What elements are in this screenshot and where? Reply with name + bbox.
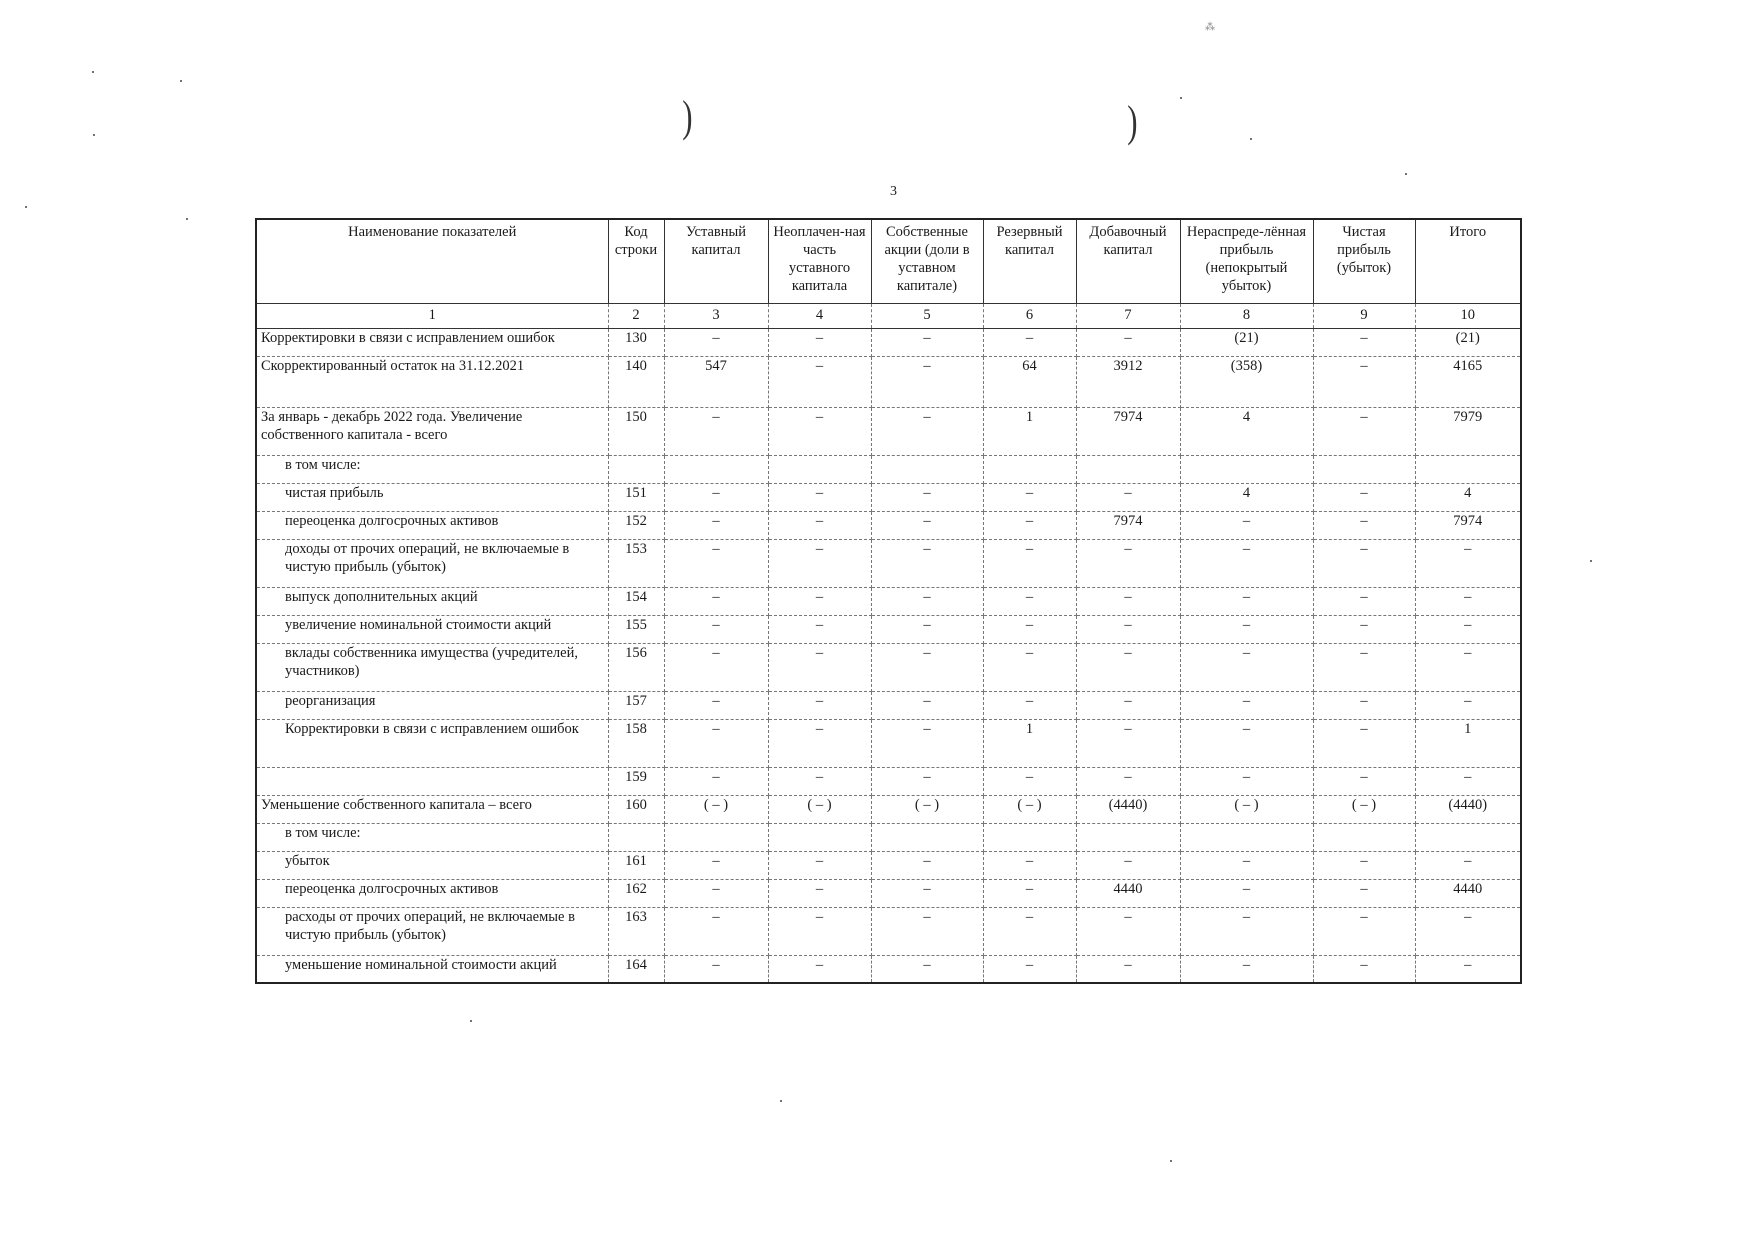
- cell-value: 1: [1415, 719, 1521, 767]
- header-net-profit: Чистая прибыль (убыток): [1313, 219, 1415, 303]
- table-row: [256, 851, 1521, 879]
- cell-value: [1313, 823, 1415, 851]
- column-number: 2: [608, 303, 664, 328]
- header-retained-earnings: Нераспреде-лённая прибыль (непокрытый убыток): [1180, 219, 1313, 303]
- cell-value: –: [1076, 907, 1180, 955]
- cell-value: –: [1313, 719, 1415, 767]
- cell-value: –: [768, 643, 871, 691]
- scan-speck: [780, 1100, 782, 1102]
- cell-value: –: [1415, 643, 1521, 691]
- cell-value: –: [1076, 328, 1180, 356]
- row-code: 150: [608, 407, 664, 455]
- cell-value: ( – ): [983, 795, 1076, 823]
- scan-bracket-left: ): [682, 92, 693, 141]
- header-reserve-capital: Резервный капитал: [983, 219, 1076, 303]
- cell-value: 1: [983, 407, 1076, 455]
- table-row: [256, 955, 1521, 983]
- row-label: убыток: [256, 851, 608, 879]
- cell-value: [983, 823, 1076, 851]
- cell-value: –: [871, 907, 983, 955]
- table-row: [256, 356, 1521, 407]
- cell-value: –: [664, 851, 768, 879]
- cell-value: –: [1076, 483, 1180, 511]
- cell-value: –: [1313, 407, 1415, 455]
- cell-value: –: [983, 539, 1076, 587]
- column-number: 6: [983, 303, 1076, 328]
- column-number: 3: [664, 303, 768, 328]
- scan-speck: [92, 71, 94, 73]
- cell-value: –: [871, 587, 983, 615]
- scan-speck: [1250, 138, 1252, 140]
- table-row: [256, 407, 1521, 455]
- cell-value: –: [664, 511, 768, 539]
- cell-value: –: [1180, 587, 1313, 615]
- cell-value: [871, 455, 983, 483]
- cell-value: [664, 455, 768, 483]
- cell-value: –: [871, 955, 983, 983]
- scan-speck: [180, 80, 182, 82]
- cell-value: (21): [1415, 328, 1521, 356]
- cell-value: –: [664, 643, 768, 691]
- cell-value: –: [664, 955, 768, 983]
- cell-value: –: [768, 719, 871, 767]
- cell-value: (4440): [1076, 795, 1180, 823]
- cell-value: –: [1180, 767, 1313, 795]
- row-code: 158: [608, 719, 664, 767]
- cell-value: –: [871, 539, 983, 587]
- cell-value: –: [1313, 328, 1415, 356]
- cell-value: –: [1076, 643, 1180, 691]
- cell-value: [1415, 455, 1521, 483]
- row-code: [608, 455, 664, 483]
- scan-speck: [470, 1020, 472, 1022]
- header-authorized-capital: Уставный капитал: [664, 219, 768, 303]
- cell-value: 7974: [1076, 511, 1180, 539]
- row-label: За январь - декабрь 2022 года. Увеличение собственного капитала - всего: [256, 407, 608, 455]
- cell-value: –: [1076, 719, 1180, 767]
- cell-value: –: [983, 511, 1076, 539]
- row-label: чистая прибыль: [256, 483, 608, 511]
- row-label: вклады собственника имущества (учредителей, участников): [256, 643, 608, 691]
- cell-value: –: [1180, 879, 1313, 907]
- row-code: 130: [608, 328, 664, 356]
- cell-value: (4440): [1415, 795, 1521, 823]
- table-row: [256, 615, 1521, 643]
- cell-value: –: [1415, 615, 1521, 643]
- table-row: [256, 719, 1521, 767]
- cell-value: 4440: [1415, 879, 1521, 907]
- cell-value: –: [871, 356, 983, 407]
- row-label: [256, 767, 608, 795]
- cell-value: –: [768, 955, 871, 983]
- cell-value: –: [1313, 539, 1415, 587]
- cell-value: –: [664, 328, 768, 356]
- cell-value: –: [664, 407, 768, 455]
- table-row: [256, 767, 1521, 795]
- row-code: [608, 823, 664, 851]
- cell-value: –: [1415, 587, 1521, 615]
- cell-value: –: [871, 643, 983, 691]
- cell-value: [1180, 823, 1313, 851]
- cell-value: –: [1180, 615, 1313, 643]
- table-row: [256, 691, 1521, 719]
- cell-value: 7974: [1076, 407, 1180, 455]
- cell-value: –: [664, 587, 768, 615]
- cell-value: [1076, 455, 1180, 483]
- row-label: в том числе:: [256, 823, 608, 851]
- cell-value: 1: [983, 719, 1076, 767]
- cell-value: –: [1180, 851, 1313, 879]
- cell-value: –: [1180, 719, 1313, 767]
- cell-value: 4165: [1415, 356, 1521, 407]
- row-code: 157: [608, 691, 664, 719]
- cell-value: –: [871, 328, 983, 356]
- table-row: [256, 643, 1521, 691]
- cell-value: 4: [1180, 407, 1313, 455]
- row-label: выпуск дополнительных акций: [256, 587, 608, 615]
- column-number: 10: [1415, 303, 1521, 328]
- row-code: 156: [608, 643, 664, 691]
- cell-value: –: [1313, 851, 1415, 879]
- cell-value: [768, 455, 871, 483]
- column-number: 1: [256, 303, 608, 328]
- cell-value: –: [1415, 851, 1521, 879]
- cell-value: –: [768, 356, 871, 407]
- cell-value: –: [871, 719, 983, 767]
- column-number: 7: [1076, 303, 1180, 328]
- cell-value: –: [1180, 955, 1313, 983]
- cell-value: –: [1076, 587, 1180, 615]
- row-label: Корректировки в связи с исправлением ошибок: [256, 719, 608, 767]
- cell-value: –: [1076, 767, 1180, 795]
- row-code: 160: [608, 795, 664, 823]
- cell-value: –: [983, 328, 1076, 356]
- column-number: 8: [1180, 303, 1313, 328]
- cell-value: –: [1076, 851, 1180, 879]
- cell-value: –: [983, 615, 1076, 643]
- cell-value: –: [1313, 587, 1415, 615]
- cell-value: –: [1415, 539, 1521, 587]
- cell-value: ( – ): [871, 795, 983, 823]
- scan-speck: [1170, 1160, 1172, 1162]
- cell-value: –: [871, 511, 983, 539]
- row-label: переоценка долгосрочных активов: [256, 879, 608, 907]
- cell-value: ( – ): [1180, 795, 1313, 823]
- cell-value: 3912: [1076, 356, 1180, 407]
- cell-value: [983, 455, 1076, 483]
- cell-value: [768, 823, 871, 851]
- header-unpaid-capital: Неоплачен-ная часть уставного капитала: [768, 219, 871, 303]
- cell-value: –: [768, 907, 871, 955]
- cell-value: –: [768, 539, 871, 587]
- row-code: 154: [608, 587, 664, 615]
- cell-value: (21): [1180, 328, 1313, 356]
- cell-value: 4: [1415, 483, 1521, 511]
- cell-value: 4440: [1076, 879, 1180, 907]
- cell-value: –: [768, 407, 871, 455]
- column-number: 9: [1313, 303, 1415, 328]
- cell-value: –: [768, 587, 871, 615]
- cell-value: –: [768, 851, 871, 879]
- cell-value: –: [1180, 539, 1313, 587]
- cell-value: –: [983, 879, 1076, 907]
- cell-value: [1180, 455, 1313, 483]
- table-row: [256, 587, 1521, 615]
- cell-value: –: [1415, 907, 1521, 955]
- cell-value: –: [1313, 907, 1415, 955]
- cell-value: 64: [983, 356, 1076, 407]
- row-label: увеличение номинальной стоимости акций: [256, 615, 608, 643]
- cell-value: –: [1313, 356, 1415, 407]
- scan-speck: [1590, 560, 1592, 562]
- cell-value: –: [1313, 879, 1415, 907]
- row-label: в том числе:: [256, 455, 608, 483]
- header-total: Итого: [1415, 219, 1521, 303]
- cell-value: –: [983, 587, 1076, 615]
- scan-bracket-right: ): [1127, 97, 1138, 146]
- scan-mark: ⁂: [1205, 22, 1214, 33]
- cell-value: –: [1415, 767, 1521, 795]
- cell-value: –: [871, 407, 983, 455]
- row-code: 163: [608, 907, 664, 955]
- cell-value: –: [768, 615, 871, 643]
- cell-value: –: [871, 879, 983, 907]
- cell-value: –: [768, 691, 871, 719]
- cell-value: 7974: [1415, 511, 1521, 539]
- cell-value: [664, 823, 768, 851]
- table-row: [256, 455, 1521, 483]
- cell-value: –: [1313, 643, 1415, 691]
- cell-value: –: [983, 483, 1076, 511]
- scan-speck: [93, 134, 95, 136]
- cell-value: –: [983, 643, 1076, 691]
- cell-value: –: [664, 691, 768, 719]
- cell-value: –: [1313, 767, 1415, 795]
- cell-value: –: [1415, 691, 1521, 719]
- cell-value: –: [768, 767, 871, 795]
- table-row: [256, 328, 1521, 356]
- cell-value: –: [1076, 955, 1180, 983]
- row-label: расходы от прочих операций, не включаемые в чистую прибыль (убыток): [256, 907, 608, 955]
- cell-value: ( – ): [664, 795, 768, 823]
- header-additional-capital: Добавочный капитал: [1076, 219, 1180, 303]
- row-code: 155: [608, 615, 664, 643]
- row-code: 159: [608, 767, 664, 795]
- row-code: 164: [608, 955, 664, 983]
- cell-value: –: [1313, 691, 1415, 719]
- row-code: 153: [608, 539, 664, 587]
- page-number: 3: [890, 184, 897, 199]
- table-row: [256, 823, 1521, 851]
- row-label: доходы от прочих операций, не включаемые в чистую прибыль (убыток): [256, 539, 608, 587]
- cell-value: –: [871, 767, 983, 795]
- cell-value: –: [664, 615, 768, 643]
- header-indicator-name: Наименование показателей: [256, 219, 608, 303]
- cell-value: 4: [1180, 483, 1313, 511]
- cell-value: –: [983, 955, 1076, 983]
- cell-value: –: [768, 879, 871, 907]
- cell-value: –: [1076, 539, 1180, 587]
- cell-value: –: [664, 539, 768, 587]
- column-number: 4: [768, 303, 871, 328]
- cell-value: –: [983, 691, 1076, 719]
- row-label: переоценка долгосрочных активов: [256, 511, 608, 539]
- cell-value: –: [1313, 483, 1415, 511]
- scan-speck: [1180, 97, 1182, 99]
- cell-value: –: [664, 907, 768, 955]
- row-code: 140: [608, 356, 664, 407]
- row-label: уменьшение номинальной стоимости акций: [256, 955, 608, 983]
- column-number-row: [256, 303, 1521, 328]
- column-number: 5: [871, 303, 983, 328]
- row-label: Уменьшение собственного капитала – всего: [256, 795, 608, 823]
- header-treasury-shares: Собственные акции (доли в уставном капитале): [871, 219, 983, 303]
- cell-value: –: [768, 483, 871, 511]
- cell-value: –: [983, 907, 1076, 955]
- cell-value: –: [871, 483, 983, 511]
- cell-value: –: [1180, 907, 1313, 955]
- cell-value: –: [1076, 691, 1180, 719]
- cell-value: –: [871, 691, 983, 719]
- cell-value: –: [871, 851, 983, 879]
- cell-value: (358): [1180, 356, 1313, 407]
- cell-value: –: [768, 511, 871, 539]
- cell-value: –: [1313, 955, 1415, 983]
- cell-value: [1313, 455, 1415, 483]
- table-row: [256, 907, 1521, 955]
- cell-value: 7979: [1415, 407, 1521, 455]
- scan-speck: [25, 206, 27, 208]
- header-row: [256, 219, 1521, 303]
- cell-value: [871, 823, 983, 851]
- cell-value: –: [1313, 615, 1415, 643]
- cell-value: –: [871, 615, 983, 643]
- cell-value: –: [1180, 643, 1313, 691]
- cell-value: –: [1415, 955, 1521, 983]
- row-label: Скорректированный остаток на 31.12.2021: [256, 356, 608, 407]
- cell-value: –: [983, 767, 1076, 795]
- cell-value: –: [983, 851, 1076, 879]
- table-row: [256, 539, 1521, 587]
- row-label: Корректировки в связи с исправлением ошибок: [256, 328, 608, 356]
- table-row: [256, 483, 1521, 511]
- row-label: реорганизация: [256, 691, 608, 719]
- table-row: [256, 879, 1521, 907]
- scan-speck: [186, 218, 188, 220]
- cell-value: –: [768, 328, 871, 356]
- cell-value: [1415, 823, 1521, 851]
- cell-value: ( – ): [1313, 795, 1415, 823]
- cell-value: –: [664, 719, 768, 767]
- cell-value: –: [664, 879, 768, 907]
- row-code: 152: [608, 511, 664, 539]
- row-code: 151: [608, 483, 664, 511]
- cell-value: –: [664, 767, 768, 795]
- cell-value: –: [664, 483, 768, 511]
- table-row: [256, 511, 1521, 539]
- cell-value: 547: [664, 356, 768, 407]
- cell-value: ( – ): [768, 795, 871, 823]
- row-code: 162: [608, 879, 664, 907]
- cell-value: –: [1180, 511, 1313, 539]
- cell-value: –: [1180, 691, 1313, 719]
- cell-value: –: [1076, 615, 1180, 643]
- equity-changes-table: [255, 218, 1522, 984]
- cell-value: [1076, 823, 1180, 851]
- header-line-code: Код строки: [608, 219, 664, 303]
- table-row: [256, 795, 1521, 823]
- cell-value: –: [1313, 511, 1415, 539]
- row-code: 161: [608, 851, 664, 879]
- scan-speck: [1405, 173, 1407, 175]
